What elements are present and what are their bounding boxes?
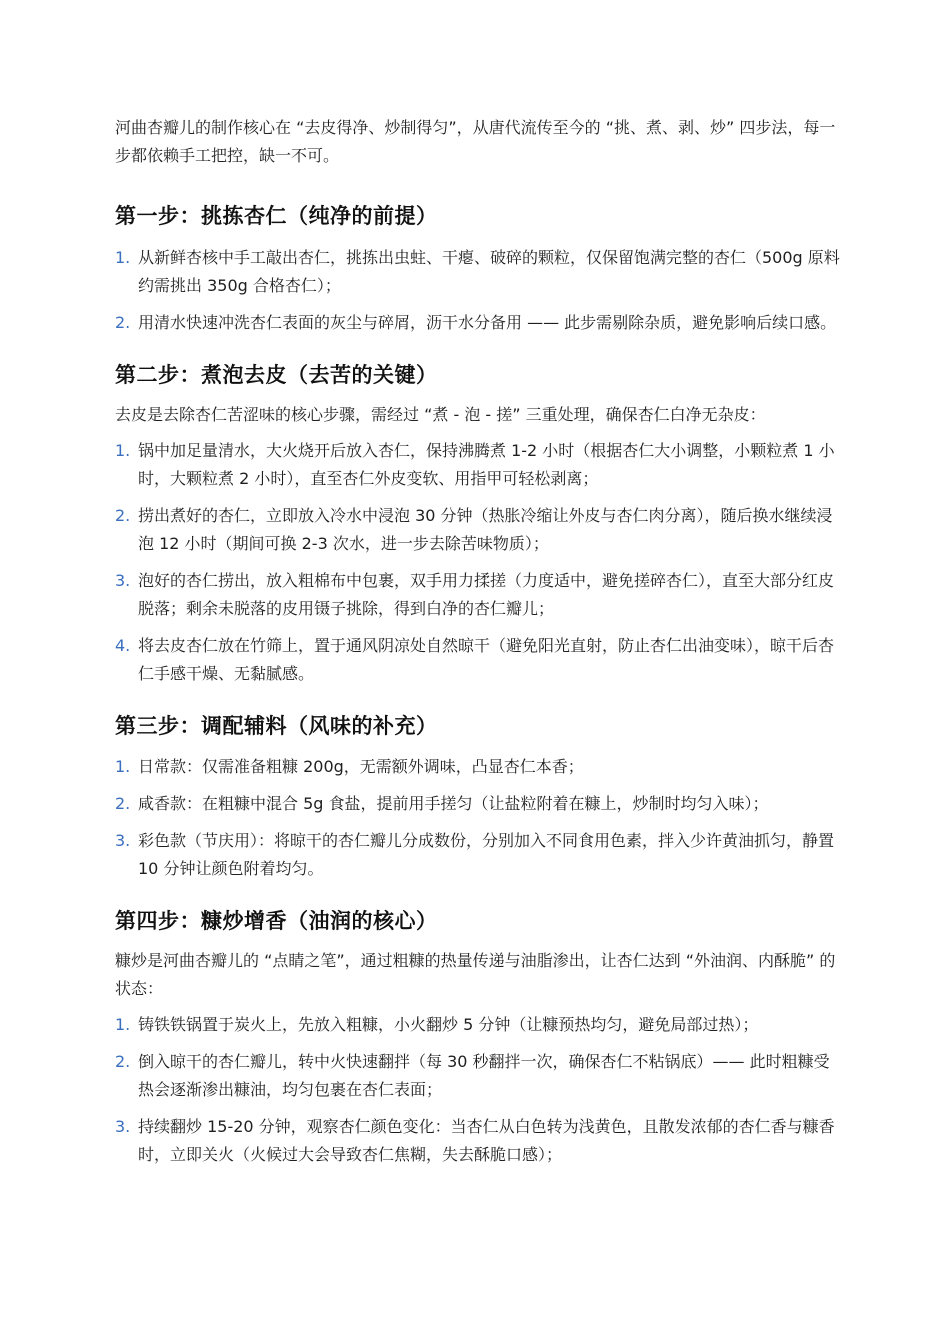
list-text: 捞出煮好的杏仁，立即放入冷水中浸泡 30 分钟（热胀冷缩让外皮与杏仁肉分离），随后换水继续浸泡 12 小时（期间可换 2-3 次水，进一步去除苦味物质）； [138,506,833,553]
intro-paragraph: 河曲杏瓣儿的制作核心在 “去皮得净、炒制得匀”，从唐代流传至今的 “挑、煮、剥、炒” 四步法，每一步都依赖手工把控，缺一不可。 [115,118,836,165]
list-item [115,753,840,781]
list-number: 2. [115,313,131,332]
list-item [115,1113,840,1169]
list-item [115,502,840,558]
list-item [115,1011,840,1039]
list-text: 从新鲜杏核中手工敲出杏仁，挑拣出虫蛀、干瘪、破碎的颗粒，仅保留饱满完整的杏仁（500g 原料约需挑出 350g 合格杏仁）； [138,248,840,295]
list-text: 将去皮杏仁放在竹筛上，置于通风阴凉处自然晾干（避免阳光直射，防止杏仁出油变味），晾干后杏仁手感干燥、无黏腻感。 [138,636,835,683]
list-number: 2. [115,506,131,525]
list-item [115,1048,840,1104]
step2-list [115,437,840,688]
step4-list [115,1011,840,1169]
list-item [115,827,840,883]
step4-intro: 糠炒是河曲杏瓣儿的 “点睛之笔”，通过粗糠的热量传递与油脂渗出，让杏仁达到 “外油润、内酥脆” 的状态： [115,951,836,998]
list-item [115,309,840,337]
list-number: 3. [115,831,131,850]
step2-intro: 去皮是去除杏仁苦涩味的核心步骤，需经过 “煮 - 泡 - 搓” 三重处理，确保杏仁白净无杂皮： [115,405,766,424]
list-item [115,437,840,493]
list-item [115,790,840,818]
list-number: 2. [115,1052,131,1071]
list-number: 1. [115,248,131,267]
list-number: 4. [115,636,131,655]
list-text: 锅中加足量清水，大火烧开后放入杏仁，保持沸腾煮 1-2 小时（根据杏仁大小调整，小颗粒煮 1 小时，大颗粒煮 2 小时），直至杏仁外皮变软、用指甲可轻松剥离； [138,441,835,488]
list-number: 1. [115,757,131,776]
list-number: 2. [115,794,131,813]
list-number: 3. [115,1117,131,1136]
list-item [115,567,840,623]
step1-list [115,244,840,337]
list-text: 倒入晾干的杏仁瓣儿，转中火快速翻拌（每 30 秒翻拌一次，确保杏仁不粘锅底）—— 此时粗糠受热会逐渐渗出糠油，均匀包裹在杏仁表面； [138,1052,830,1099]
list-item [115,632,840,688]
list-item [115,244,840,300]
list-text: 咸香款：在粗糠中混合 5g 食盐，提前用手搓匀（让盐粒附着在糠上，炒制时均匀入味）； [138,794,769,813]
step2-heading: 第二步：煮泡去皮（去苦的关键） [115,363,438,387]
list-number: 1. [115,441,131,460]
list-number: 3. [115,571,131,590]
list-text: 用清水快速冲洗杏仁表面的灰尘与碎屑，沥干水分备用 —— 此步需剔除杂质，避免影响后续口感。 [138,313,837,332]
step3-heading: 第三步：调配辅料（风味的补充） [115,714,438,738]
document-body [115,114,840,1169]
list-text: 彩色款（节庆用）：将晾干的杏仁瓣儿分成数份，分别加入不同食用色素，拌入少许黄油抓匀，静置 10 分钟让颜色附着均匀。 [138,831,835,878]
list-text: 日常款：仅需准备粗糠 200g，无需额外调味，凸显杏仁本香； [138,757,584,776]
step4-heading: 第四步：糠炒增香（油润的核心） [115,909,438,933]
list-text: 铸铁铁锅置于炭火上，先放入粗糠，小火翻炒 5 分钟（让糠预热均匀，避免局部过热）； [138,1015,759,1034]
list-number: 1. [115,1015,131,1034]
list-text: 持续翻炒 15-20 分钟，观察杏仁颜色变化：当杏仁从白色转为浅黄色，且散发浓郁的杏仁香与糠香时，立即关火（火候过大会导致杏仁焦糊，失去酥脆口感）； [138,1117,835,1164]
list-text: 泡好的杏仁捞出，放入粗棉布中包裹，双手用力揉搓（力度适中，避免搓碎杏仁），直至大部分红皮脱落；剩余未脱落的皮用镊子挑除，得到白净的杏仁瓣儿； [138,571,835,618]
step3-list [115,753,840,883]
step1-heading: 第一步：挑拣杏仁（纯净的前提） [115,204,438,228]
